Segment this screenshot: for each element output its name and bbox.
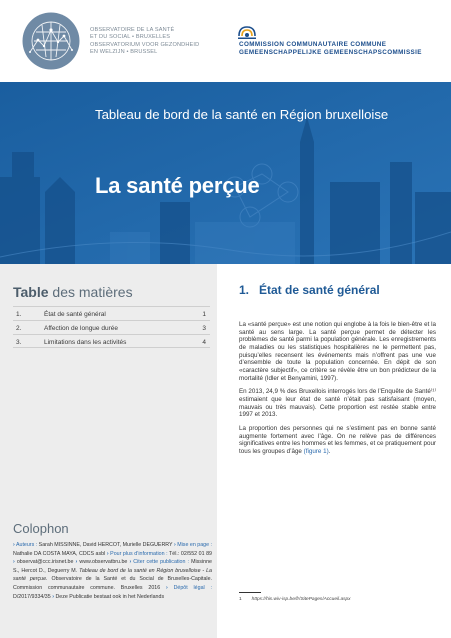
email-link[interactable]: observat@ccc.irisnet.be [16,559,74,566]
toc-heading [13,284,133,300]
bullet-arrow-icon: › [129,559,132,566]
toc-item[interactable] [13,320,210,334]
bullet-arrow-icon: › [52,593,54,600]
paragraph-end: . [328,447,331,455]
page-title: La santé perçue [95,173,260,198]
bullet-arrow-icon: › [106,550,109,557]
authors: Sarah MISSINNE, David HERCOT, Murielle DEGUERRY [38,542,173,548]
toc-item-page: 3 [202,324,206,332]
cite-label: Citer cette publication : [133,559,189,566]
section-body [239,321,436,462]
page-header [0,0,451,82]
toc-item-page: 4 [202,338,206,346]
footnote [239,597,351,602]
ccc-emblem-icon [237,24,257,40]
ccc-name-fr: COMMISSION COMMUNAUTAIRE COMMUNE [239,41,387,48]
toc-item-label: Limitations dans les activités [44,338,127,346]
authors-label: Auteurs : [15,542,38,548]
citation-authors: Missinne S., Hercot D., Deguerry M. [13,559,212,574]
footnote-divider [239,592,261,593]
toc-item[interactable] [13,306,210,320]
toc-item-page: 1 [202,310,206,318]
website-link[interactable]: www.observatbru.be [79,559,128,566]
colophon-heading: Colophon [13,521,69,536]
observatory-name [90,27,220,57]
publication-series-title: Tableau de bord de la santé en Région bruxelloise [95,107,389,122]
toc-item-label: État de santé général [44,310,106,318]
bullet-arrow-icon: › [13,559,15,566]
toc-heading-rest: des matières [48,284,133,300]
toc-item-number: 3. [16,338,22,346]
citation-title: Tableau de bord de la santé en Région bruxelloise - La santé perçue. [13,567,212,583]
paragraph: La «santé perçue» est une notion qui englobe à la fois le bien-être et la santé au sens large. La santé perçue permet de détecter les problèmes de santé parmi la population générale. Les enregistrements de maladies ou les statistiques hospitalières ne le permettent pas, puisqu’elles recensent les événements mais n’offrent pas une vue d’ensemble de toute la population concernée. En dépit de son «caractère subjectif», ce critère se révèle être un bon prédicteur de la mortalité (Idler et Benyamini, 1997). [239,321,436,382]
bullet-arrow-icon: › [75,559,78,566]
section-number: 1. [239,283,250,297]
toc-item-number: 1. [16,310,22,318]
toc-item-number: 2. [16,324,22,332]
phone: Tél.: 02/552 01 89 [169,550,212,557]
observatory-line: EN WELZIJN • BRUSSEL [90,49,158,56]
paragraph: En 2013, 24,9 % des Bruxellois interrogés lors de l’Enquête de Santé⁽¹⁾ estimaient que leur état de santé n’était pas satisfaisant (moyen, mauvais ou très mauvais). Cette proportion est restée stable entre 1997 et 2013. [239,388,436,419]
section-heading [239,283,380,297]
bullet-arrow-icon: › [173,542,176,548]
paragraph-text: La proportion des personnes qui ne s’estiment pas en bonne santé augmente fortement avec l’âge. On ne relève pas de différences significatives entre les hommes et les femmes, et ce pratiquement pour tous les groupes d’âge [239,424,436,455]
layout-label: Mise en page : [177,542,212,548]
colophon-text [13,541,212,601]
bullet-arrow-icon: › [165,584,168,591]
legal-deposit-label: Dépôt légal : [173,584,212,591]
section-title: État de santé général [259,283,380,297]
observatory-line: OBSERVATOIRE DE LA SANTÉ [90,27,175,33]
bullet-arrow-icon: › [13,542,15,548]
figure-reference-link[interactable]: (figure 1) [303,447,329,455]
toc-item-label: Affection de longue durée [44,324,118,332]
footnote-url[interactable]: https://his.wiv-isp.be/fr/SitePages/Accueil.aspx [251,597,351,602]
paragraph [239,425,436,456]
legal-deposit: D/2017/9334/35 [13,593,51,600]
info-label: Pour plus d’information : [110,550,168,557]
footnote-number: 1 [239,597,242,602]
observatory-line: OBSERVATORIUM VOOR GEZONDHEID [90,41,200,48]
toc-item[interactable] [13,334,210,348]
citation-publisher: Observatoire de la Santé et du Social de Bruxelles-Capitale. Commission communautaire commune. Bruxelles 2016 [13,576,212,591]
observatory-logo-icon [22,12,80,70]
observatory-line: ET DU SOCIAL • BRUXELLES [90,34,171,41]
layout-credit: Nathalie DA COSTA MAYA, CDCS asbl [13,550,106,557]
toc-heading-bold: Table [13,284,49,300]
dutch-edition-note: Deze Publicatie bestaat ook in het Nederlands [55,593,165,600]
ccc-name-nl: GEMEENSCHAPPELIJKE GEMEENSCHAPSCOMMISSIE [239,49,422,56]
table-of-contents [13,306,210,348]
